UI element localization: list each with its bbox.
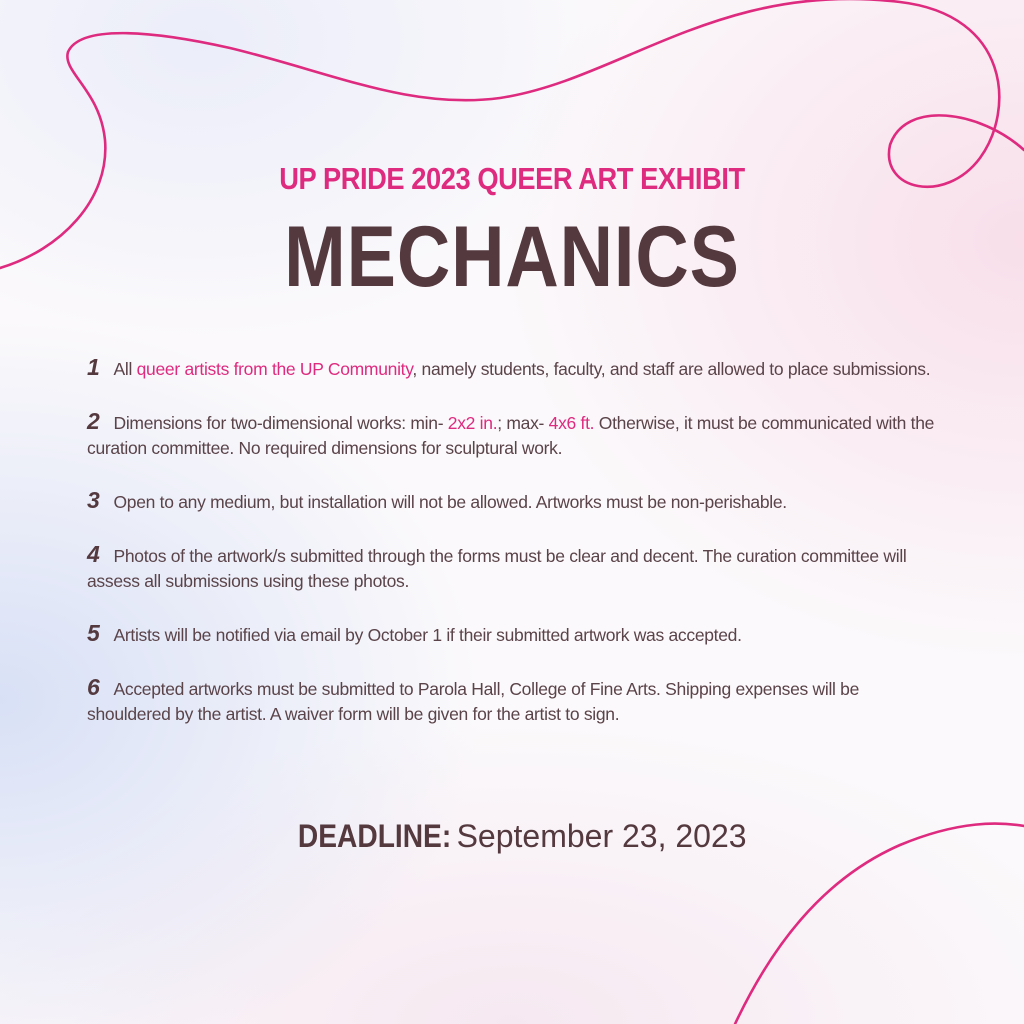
rule-item-1 <box>87 355 947 382</box>
rule-item-6 <box>87 675 947 727</box>
rule-item-5 <box>87 621 947 648</box>
rule-item-2 <box>87 409 947 461</box>
rule-text: Dimensions for two-dimensional works: min- <box>113 413 448 433</box>
rule-item-4 <box>87 542 947 594</box>
mechanics-list <box>87 355 947 754</box>
rule-highlight: 2x2 in. <box>447 413 498 433</box>
exhibit-subtitle: UP PRIDE 2023 QUEER ART EXHIBIT <box>279 161 745 196</box>
rule-text: Accepted artworks must be submitted to Parola Hall, College of Fine Arts. Shipping expenses will be shouldered by the artist. A waiver form will be given for the artist to sign. <box>87 679 860 724</box>
rule-text: , namely students, faculty, and staff are allowed to place submissions. <box>412 359 931 379</box>
rule-text: Photos of the artwork/s submitted through the forms must be clear and decent. The curation committee will assess all submissions using these photos. <box>87 546 907 591</box>
rule-highlight: queer artists from the UP Community <box>136 359 413 379</box>
deadline <box>0 818 1024 855</box>
rule-text: ; max- <box>497 413 549 433</box>
rule-text: All <box>113 359 137 379</box>
page-title: MECHANICS <box>284 209 740 305</box>
rule-number: 3 <box>87 487 100 513</box>
rule-number: 1 <box>87 354 100 380</box>
deadline-label: DEADLINE: <box>298 818 452 854</box>
rule-text: Artists will be notified via email by October 1 if their submitted artwork was accepted. <box>113 625 742 645</box>
rule-text: Open to any medium, but installation will not be allowed. Artworks must be non-perishable. <box>113 492 787 512</box>
rule-item-3 <box>87 488 947 515</box>
rule-number: 5 <box>87 620 100 646</box>
rule-number: 6 <box>87 674 100 700</box>
deadline-date: September 23, 2023 <box>447 818 747 854</box>
rule-number: 2 <box>87 408 100 434</box>
rule-highlight: 4x6 ft. <box>548 413 595 433</box>
rule-text: Otherwise, it must be communicated with the curation committee. No required dimensions for sculptural work. <box>87 413 935 458</box>
rule-number: 4 <box>87 541 100 567</box>
